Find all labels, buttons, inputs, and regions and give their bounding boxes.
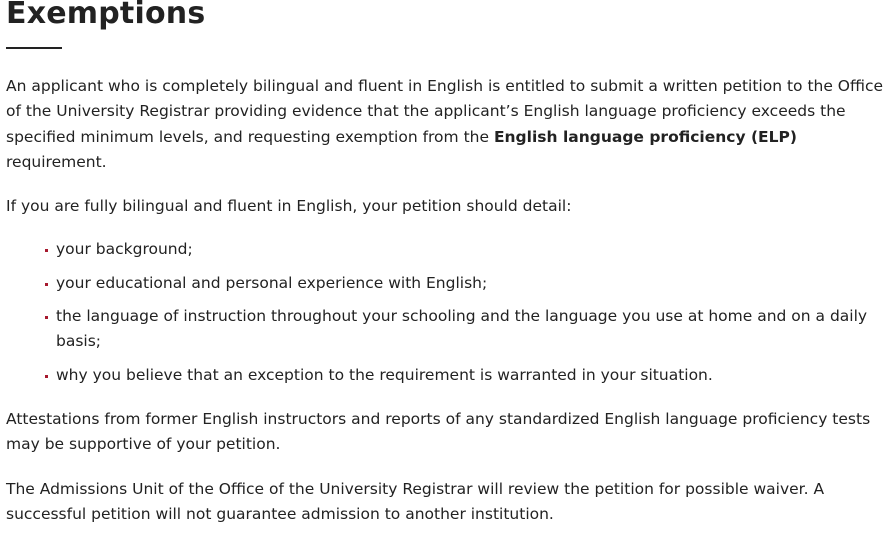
list-item: the language of instruction throughout your schooling and the language you use at home and on a daily basis; (56, 304, 892, 355)
elp-term: English language proficiency (ELP) (493, 127, 797, 146)
list-item: why you believe that an exception to the requirement is warranted in your situation. (56, 363, 892, 388)
review-paragraph: The Admissions Unit of the Office of the University Registrar will review the petition for possible waiver. A successful petition will not guarantee admission to another institution. (6, 479, 825, 523)
list-item: your educational and personal experience with English; (56, 271, 892, 296)
list-item: your background; (56, 237, 892, 262)
article-body (6, 74, 892, 546)
intro-text-before: An applicant who is completely bilingual and fluent in English is entitled to submit a written petition to the Office of the University Registrar providing evidence that the applicant’s English language proficiency exceeds the specified minimum levels, and requesting exemption from the (6, 77, 884, 146)
page-title: Exemptions (6, 0, 206, 31)
heading-underline (6, 47, 62, 49)
intro-text-after: requirement. (6, 152, 107, 171)
intro-paragraph (6, 74, 892, 175)
attestations-paragraph: Attestations from former English instructors and reports of any standardized English language proficiency tests may be supportive of your petition. (6, 409, 871, 454)
petition-detail-paragraph: If you are fully bilingual and fluent in English, your petition should detail: (6, 197, 572, 216)
petition-detail-list (6, 237, 892, 387)
